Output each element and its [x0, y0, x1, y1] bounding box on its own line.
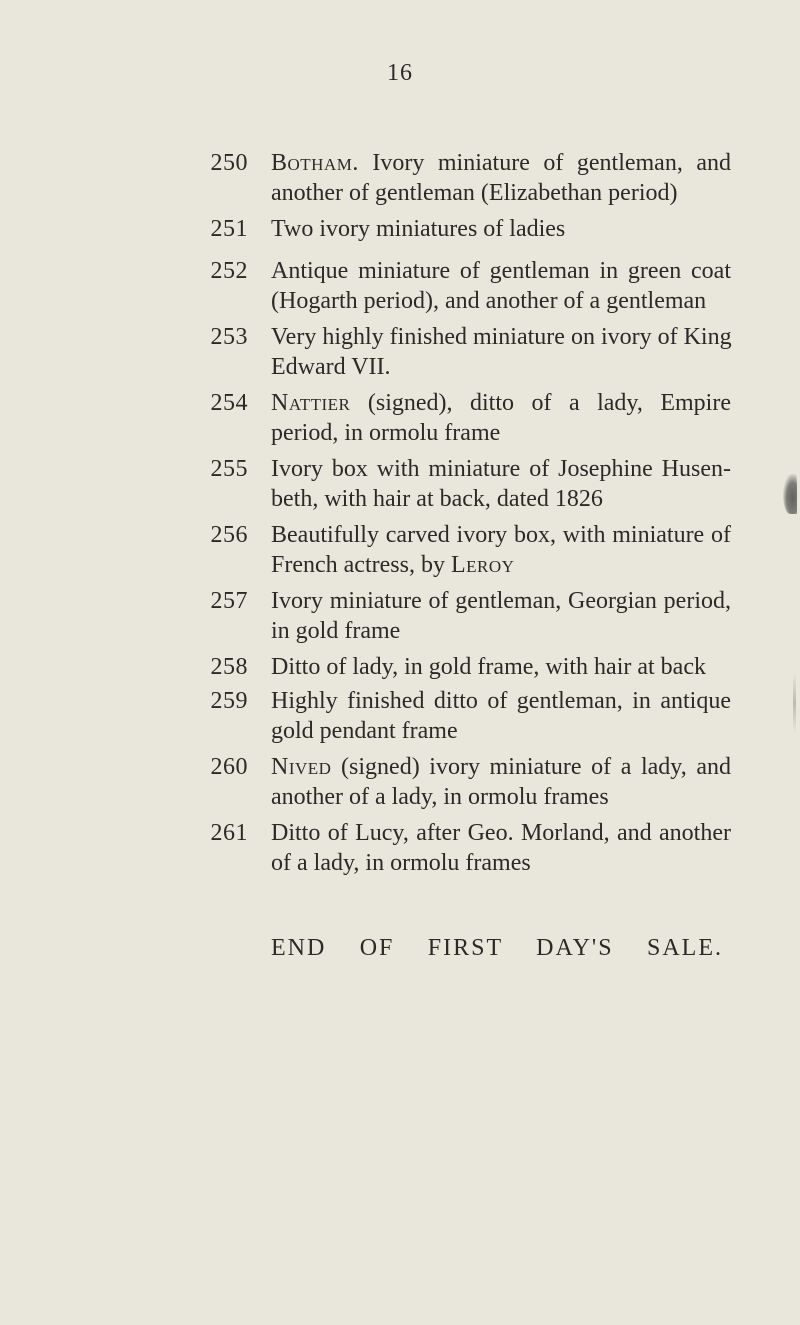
artist-name: Nattier — [271, 390, 351, 416]
lot-number: 260 — [210, 754, 248, 780]
lot-number: 253 — [210, 324, 248, 350]
lot-description-line1: Very highly finished miniature on ivory of King — [271, 324, 732, 350]
lot-description-line1 — [271, 390, 731, 417]
lot-description-line1 — [271, 754, 731, 781]
lot-number: 252 — [210, 258, 248, 284]
lot-description-line2: in gold frame — [271, 618, 401, 644]
artist-name: Botham. — [271, 150, 359, 176]
lot-description-line2: another of a lady, in ormolu frames — [271, 784, 609, 810]
lot-description-text: (signed), ditto of a lady, Empire — [367, 390, 731, 416]
lot-description-line1: Beautifully carved ivory box, with miniature of — [271, 522, 731, 548]
lot-description-line1: Ditto of Lucy, after Geo. Morland, and another — [271, 820, 731, 846]
lot-description-line2: Edward VII. — [271, 354, 391, 380]
lot-description-text: (signed) ivory miniature of a lady, and — [341, 754, 731, 780]
lot-number: 258 — [210, 654, 248, 680]
lot-description-line2: another of gentleman (Elizabethan period) — [271, 180, 678, 206]
lot-description-line1: Two ivory miniatures of ladies — [271, 216, 566, 242]
lot-description-line1 — [271, 150, 731, 177]
lot-number: 257 — [210, 588, 248, 614]
lot-number: 250 — [210, 150, 248, 176]
lot-description-line2: (Hogarth period), and another of a gentleman — [271, 288, 707, 314]
end-of-sale-note: END OF FIRST DAY'S SALE. — [271, 935, 723, 961]
lot-description-line1: Highly finished ditto of gentleman, in antique — [271, 688, 731, 714]
artist-name: Nived — [271, 754, 332, 780]
lot-description-text: French actress, by — [271, 552, 451, 578]
lot-description-line2: gold pendant frame — [271, 718, 458, 744]
lot-description-line1: Ditto of lady, in gold frame, with hair at back — [271, 654, 706, 680]
lot-description-line2: of a lady, in ormolu frames — [271, 850, 531, 876]
lot-description-line1: Ivory miniature of gentleman, Georgian period, — [271, 588, 731, 614]
lot-number: 256 — [210, 522, 248, 548]
lot-number: 259 — [210, 688, 248, 714]
lot-description-line2: period, in ormolu frame — [271, 420, 501, 446]
lot-number: 255 — [210, 456, 248, 482]
lot-description-line1: Ivory box with miniature of Josephine Husen- — [271, 456, 731, 482]
lot-number: 261 — [210, 820, 248, 846]
artist-name: Leroy — [450, 552, 515, 578]
lot-number: 254 — [210, 390, 248, 416]
lot-description-line2: beth, with hair at back, dated 1826 — [271, 486, 603, 512]
lot-description-text: Ivory miniature of gentleman, and — [372, 150, 732, 176]
lot-description-line1: Antique miniature of gentleman in green coat — [271, 258, 731, 284]
lot-number: 251 — [210, 216, 248, 242]
lot-description-line2 — [271, 552, 514, 579]
page-edge-mark — [783, 474, 797, 514]
page-edge-mark — [793, 673, 796, 733]
page-number: 16 — [387, 60, 413, 86]
